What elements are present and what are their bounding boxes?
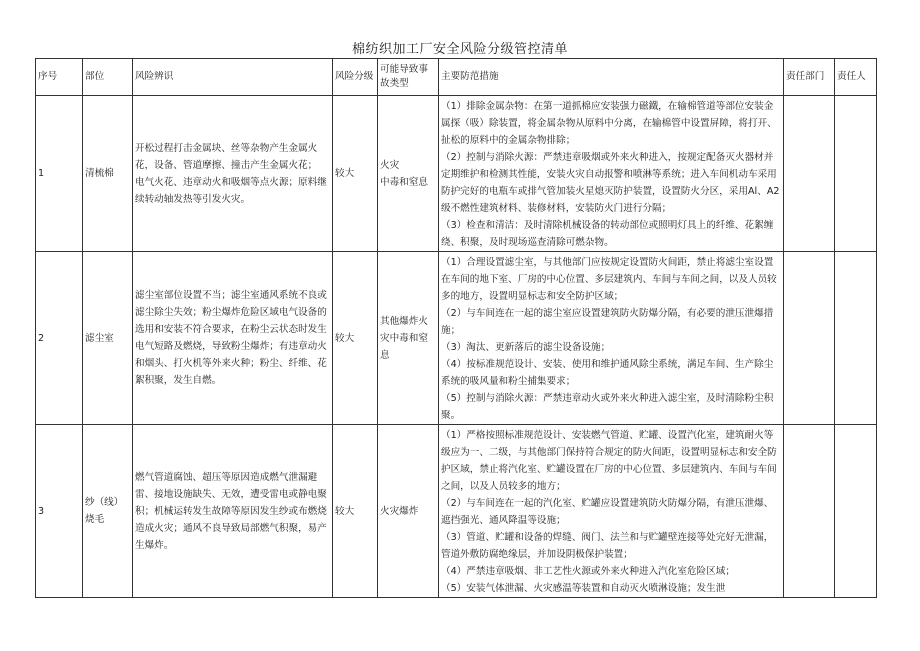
header-risk-identification: 风险辨识 <box>133 59 333 96</box>
risk-control-table <box>35 58 877 598</box>
row-level: 较大 <box>333 425 378 598</box>
row-measures <box>439 96 784 252</box>
row-person <box>835 425 877 598</box>
measure-item: （2）与车间连在一起的汽化室、贮罐应设置建筑防火防爆分隔，有泄压泄爆、遮挡强光、通风降温等设施； <box>441 498 774 526</box>
table-row <box>36 96 877 252</box>
measure-item: （1）严格按照标准规范设计、安装燃气管道、贮罐、设置汽化室，建筑耐火等级应为一、二级，与其他部门保持符合规定的防火间距，设置明显标志和安全防护区域，禁止将汽化室、贮罐设置在厂房的中心位置、多层建筑内、车间与车间之间，以及人员较多的地方； <box>441 430 777 492</box>
row-position: 滤尘室 <box>83 252 133 425</box>
header-risk-level: 风险分级 <box>333 59 378 96</box>
row-accident: 其他爆炸火灾中毒和窒息 <box>378 252 439 425</box>
table-row <box>36 425 877 598</box>
row-no: 1 <box>36 96 83 252</box>
row-person <box>835 96 877 252</box>
header-measures: 主要防范措施 <box>439 59 784 96</box>
row-person <box>835 252 877 425</box>
page-title: 棉纺织加工厂安全风险分级管控清单 <box>351 42 568 57</box>
measure-item: （2）与车间连在一起的滤尘室应设置建筑防火防爆分隔，有必要的泄压泄爆措施； <box>441 308 774 336</box>
measure-item: （4）严禁违章吸烟、非工艺性火源或外来火种进入汽化室危险区域； <box>441 566 735 577</box>
row-no: 2 <box>36 252 83 425</box>
measure-item: （4）按标准规范设计、安装、使用和维护通风除尘系统，满足车间、生产除尘系统的吸风量和粉尘捕集要求； <box>441 359 774 387</box>
measure-item: （1）排除金属杂物：在第一道抓棉应安装强力磁鐵，在输棉管道等部位安装金属探（吸）除装置，将金属杂物从原料中分离，在输棉管中设置屏障，将打开、扯松的原料中的金属杂物排除； <box>441 101 777 146</box>
row-accident: 火灾 中毒和窒息 <box>378 96 439 252</box>
row-risk: 滤尘室部位设置不当；滤尘室通风系统不良或滤尘除尘失效；粉尘爆炸危险区域电气设备的选用和安装不符合要求，在粉尘云状态时发生电气短路及燃烧，导致粉尘爆炸；有违章动火和烟头、打火机等外来火种；粉尘、纤维、花絮积聚，发生自燃。 <box>133 252 333 425</box>
measure-item: （1）合理设置滤尘室，与其他部门应按规定设置防火间距，禁止将滤尘室设置在车间的地下室、厂房的中心位置、多层建筑内、车间与车间之间，以及人员较多的地方，设置明显标志和安全防护区域； <box>441 257 777 302</box>
header-accident-type: 可能导致事故类型 <box>378 59 439 96</box>
row-measures <box>439 425 784 598</box>
row-risk: 开松过程打击金属块、丝等杂物产生金属火花，设备、管道摩擦、撞击产生金属火花； 电气火花、违章动火和吸烟等点火源；原料继续转动轴发热等引发火灾。 <box>133 96 333 252</box>
row-dept <box>784 252 835 425</box>
row-no: 3 <box>36 425 83 598</box>
measure-item: （3）检查和清洁：及时清除机械设备的转动部位或照明灯具上的纤维、花絮缠绕、积聚，及时现场巡查清除可燃杂物。 <box>441 220 774 248</box>
measure-item: （5）安装气体泄漏、火灾感温等装置和自动灭火喷淋设施；发生泄 <box>441 583 726 594</box>
header-position: 部位 <box>83 59 133 96</box>
row-position: 清梳棉 <box>83 96 133 252</box>
measure-item: （3）管道、贮罐和设备的焊缝、阀门、法兰和与贮罐壁连接等处完好无泄漏，管道外敷防腐绝缘层，并加设阴极保护装置； <box>441 532 774 560</box>
header-dept: 责任部门 <box>784 59 835 96</box>
measure-item: （2）控制与消除火源：严禁违章吸烟或外来火种进入，按规定配备灭火器材并定期维护和检测其性能，安装火灾自动报警和喷淋等系统；进入车间机动车采用防护完好的电瓶车或排气管加装火星熄灭防护装置，设置防火分区，采用Al、A2级不燃性建筑材料、装修材料，安装防火门进行分隔； <box>441 152 780 214</box>
row-position: 纱（线）烧毛 <box>83 425 133 598</box>
row-risk: 燃气管道腐蚀、超压等原因造成燃气泄漏避雷、接地设施缺失、无效，遭受雷电或静电聚积；机械运转发生故障等原因发生纱或布燃烧造成火灾；通风不良导致局部燃气积聚，易产生爆炸。 <box>133 425 333 598</box>
row-measures <box>439 252 784 425</box>
row-level: 较大 <box>333 96 378 252</box>
row-dept <box>784 96 835 252</box>
measure-item: （5）控制与消除火源：严禁违章动火或外来火种进入滤尘室，及时清除粉尘积聚。 <box>441 393 774 421</box>
header-no: 序号 <box>36 59 83 96</box>
table-header-row <box>36 59 877 96</box>
row-level: 较大 <box>333 252 378 425</box>
measure-item: （3）淘汰、更新落后的滤尘设备设施； <box>441 342 611 353</box>
header-person: 责任人 <box>835 59 877 96</box>
row-dept <box>784 425 835 598</box>
table-row <box>36 252 877 425</box>
row-accident: 火灾爆炸 <box>378 425 439 598</box>
